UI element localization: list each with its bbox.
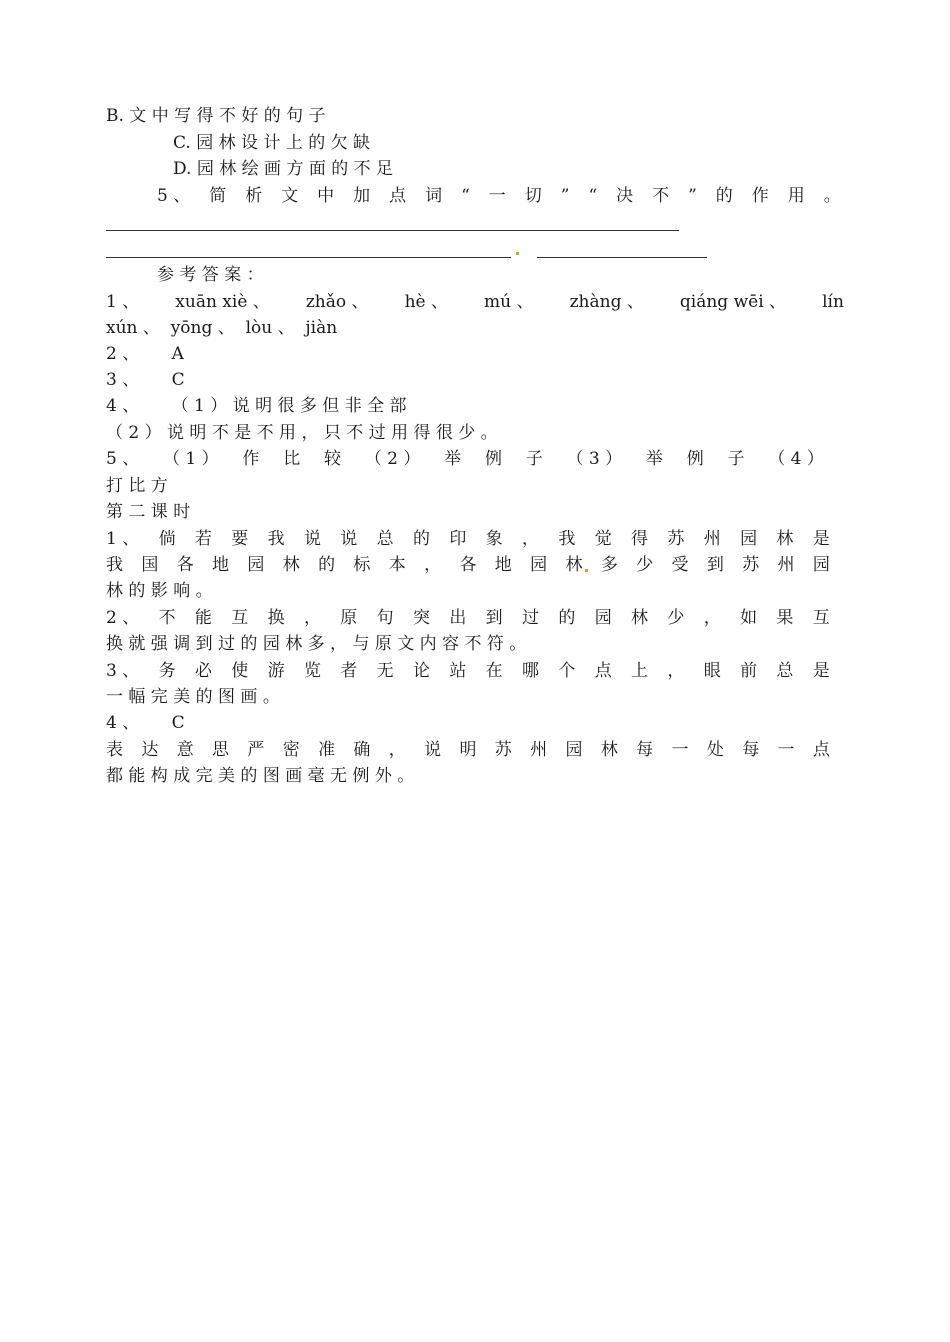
text-token: 举 [444, 449, 462, 469]
text-token: 密 [282, 740, 300, 760]
lesson-2-answer-4-explanation-line-2: 都 能 构 成 完 美 的 图 画 毫 无 例 外 。 [106, 766, 415, 786]
text-token: 严 [247, 740, 265, 760]
text-token: 哪 [522, 661, 540, 681]
answer-blank-line-1 [106, 230, 679, 231]
text-token: 达 [141, 740, 159, 760]
text-token: 林 [631, 608, 649, 628]
text-token: 一 [488, 186, 506, 206]
text-token: 国 [141, 555, 159, 575]
text-token: 要 [231, 529, 249, 549]
text-token: “ [461, 186, 470, 206]
text-token: 意 [176, 740, 194, 760]
text-token: 地 [494, 555, 512, 575]
text-token: 多 [600, 555, 618, 575]
text-token: 林 [776, 529, 794, 549]
text-token: 子 [727, 449, 745, 469]
text-token: 园 [594, 608, 612, 628]
answer-4-line-2: （ 2 ） 说 明 不 是 不 用 ， 只 不 过 用 得 很 少 。 [106, 423, 498, 443]
text-token: 苏 [494, 740, 512, 760]
text-token: 句 [376, 608, 394, 628]
text-token: 用 [787, 186, 805, 206]
text-token: 少 [667, 608, 685, 628]
text-token: 个 [558, 661, 576, 681]
text-token: 能 [194, 608, 212, 628]
text-token: 确 [353, 740, 371, 760]
text-token: mú 、 [484, 292, 534, 312]
text-token: 说 [340, 529, 358, 549]
text-token: 的 [412, 529, 430, 549]
text-token: 表 [106, 740, 123, 760]
text-token: 子 [525, 449, 543, 469]
text-token: 觉 [594, 529, 612, 549]
text-token: 倘 [158, 529, 176, 549]
text-token: 者 [340, 661, 358, 681]
text-token: 1 、 [106, 529, 140, 549]
text-token: 务 [158, 661, 176, 681]
answer-blank-line-2b [537, 257, 707, 258]
option-b: B. 文 中 写 得 不 好 的 句 子 [106, 106, 326, 126]
text-token: 明 [459, 740, 477, 760]
text-token: 上 [631, 661, 649, 681]
text-token: 说 [424, 740, 442, 760]
text-token: 点 [389, 186, 407, 206]
text-token: 点 [812, 740, 830, 760]
text-token: qiáng wēi 、 [679, 292, 787, 312]
answers-title: 参 考 答 案 ： [157, 265, 264, 285]
text-token: 前 [740, 661, 758, 681]
text-token: 一 [777, 740, 795, 760]
text-token: 换 [267, 608, 285, 628]
text-token: 苏 [667, 529, 685, 549]
text-token: xuān xiè 、 [175, 292, 270, 312]
text-token: 览 [303, 661, 321, 681]
text-token: 象 [485, 529, 503, 549]
text-token: 州 [703, 529, 721, 549]
lesson-2-answer-3-line-2: 一 幅 完 美 的 图 画 。 [106, 687, 280, 707]
text-token: 互 [812, 608, 830, 628]
text-token: 作 [242, 449, 260, 469]
text-token: 园 [812, 555, 830, 575]
text-token: 思 [212, 740, 230, 760]
text-token: 每 [636, 740, 654, 760]
text-token: 2 、 [106, 608, 140, 628]
text-token: 眼 [703, 661, 721, 681]
text-token: 林 [600, 740, 618, 760]
text-token: ， [522, 529, 540, 549]
answer-1-line-1 [106, 292, 844, 312]
text-token: 是 [812, 661, 830, 681]
text-token: 各 [176, 555, 194, 575]
emphasis-dot [585, 569, 588, 572]
text-token: 词 [425, 186, 443, 206]
lesson-2-answer-1-line-2 [106, 555, 830, 575]
text-token: 比 [283, 449, 301, 469]
text-token: 互 [231, 608, 249, 628]
text-token: 例 [484, 449, 502, 469]
text-token: 地 [212, 555, 230, 575]
text-token: ， [303, 608, 321, 628]
text-token: lín [822, 292, 844, 312]
lesson-2-answer-3-line-1 [106, 661, 830, 681]
text-token: 论 [412, 661, 430, 681]
text-token: 不 [652, 186, 670, 206]
text-token: 站 [449, 661, 467, 681]
text-token: 文 [281, 186, 299, 206]
text-token: ， [388, 740, 406, 760]
text-token: 决 [616, 186, 634, 206]
lesson-2-title: 第 二 课 时 [106, 502, 191, 522]
text-token: 加 [353, 186, 371, 206]
text-token: 必 [194, 661, 212, 681]
emphasis-dot [516, 252, 519, 255]
text-token: 简 [209, 186, 227, 206]
text-token: 点 [594, 661, 612, 681]
answer-2: 2 、 A [106, 344, 184, 364]
text-token: 在 [485, 661, 503, 681]
text-token: 过 [522, 608, 540, 628]
text-token: 得 [631, 529, 649, 549]
text-token: 林 [282, 555, 300, 575]
text-token: 无 [376, 661, 394, 681]
text-token: 3 、 [106, 661, 140, 681]
text-token: 印 [449, 529, 467, 549]
text-token: 每 [742, 740, 760, 760]
text-token: 标 [353, 555, 371, 575]
answer-5-line-2: 打 比 方 [106, 476, 168, 496]
text-token: 游 [267, 661, 285, 681]
text-token: 总 [376, 529, 394, 549]
text-token: 举 [645, 449, 663, 469]
text-token: 突 [412, 608, 430, 628]
text-token: hè 、 [404, 292, 448, 312]
text-token: 准 [318, 740, 336, 760]
text-token: 州 [530, 740, 548, 760]
text-token: 说 [303, 529, 321, 549]
text-token: 林 [565, 555, 583, 575]
text-token: 原 [340, 608, 358, 628]
text-token: 析 [245, 186, 263, 206]
answer-1-line-2: xún 、 yōng 、 lòu 、 jiàn [106, 318, 338, 338]
text-token: 。 [823, 186, 841, 206]
text-token: 切 [524, 186, 542, 206]
text-token: （ 4 ） [768, 449, 824, 469]
answer-5-line-1 [106, 449, 824, 469]
text-token: 园 [565, 740, 583, 760]
text-token: ， [424, 555, 442, 575]
answer-4-line-1: 4 、 （ 1 ） 说 明 很 多 但 非 全 部 [106, 396, 407, 416]
text-token: 我 [558, 529, 576, 549]
text-token: 州 [777, 555, 795, 575]
lesson-2-answer-1-line-1 [106, 529, 830, 549]
text-token: 的 [318, 555, 336, 575]
option-c: C. 园 林 设 计 上 的 欠 缺 [173, 133, 371, 153]
text-token: 不 [158, 608, 176, 628]
text-token: 处 [706, 740, 724, 760]
text-token: 作 [751, 186, 769, 206]
text-token: 1 、 [106, 292, 140, 312]
text-token: ， [667, 661, 685, 681]
text-token: 使 [231, 661, 249, 681]
text-token: 例 [686, 449, 704, 469]
text-token: 总 [776, 661, 794, 681]
text-token: 如 [740, 608, 758, 628]
text-token: 各 [459, 555, 477, 575]
lesson-2-answer-4-explanation-line-1 [106, 740, 830, 760]
text-token: 少 [636, 555, 654, 575]
text-token: ” [560, 186, 570, 206]
text-token: 受 [671, 555, 689, 575]
text-token: 到 [485, 608, 503, 628]
lesson-2-answer-2-line-1 [106, 608, 830, 628]
answer-3: 3 、 C [106, 370, 185, 390]
text-token: 出 [449, 608, 467, 628]
text-token: （ 3 ） [566, 449, 623, 469]
text-token: 到 [706, 555, 724, 575]
text-token: 我 [106, 555, 123, 575]
text-token: 5 、 [157, 186, 191, 206]
text-token: 我 [267, 529, 285, 549]
text-token: 园 [740, 529, 758, 549]
text-token: 的 [558, 608, 576, 628]
text-token: ” [688, 186, 697, 206]
text-token: 是 [812, 529, 830, 549]
lesson-2-answer-1-line-3: 林 的 影 响 。 [106, 581, 213, 601]
text-token: “ [588, 186, 598, 206]
text-token: 园 [530, 555, 548, 575]
lesson-2-answer-4: 4 、 C [106, 713, 185, 733]
lesson-2-answer-2-line-2: 换 就 强 调 到 过 的 园 林 多 ， 与 原 文 内 容 不 符 。 [106, 634, 527, 654]
option-d: D. 园 林 绘 画 方 面 的 不 足 [173, 159, 394, 179]
text-token: （ 1 ） [163, 449, 219, 469]
text-token: 本 [388, 555, 406, 575]
text-token: 5 、 [106, 449, 140, 469]
text-token: 较 [323, 449, 341, 469]
text-token: 一 [671, 740, 689, 760]
text-token: 苏 [742, 555, 760, 575]
text-token: 果 [776, 608, 794, 628]
text-token: zhàng 、 [569, 292, 644, 312]
question-5 [157, 186, 841, 206]
answer-blank-line-2a [106, 257, 511, 258]
text-token: 中 [317, 186, 335, 206]
text-token: zhǎo 、 [305, 292, 369, 312]
text-token: ， [703, 608, 721, 628]
text-token: （ 2 ） [364, 449, 421, 469]
text-token: 园 [247, 555, 265, 575]
text-token: 若 [194, 529, 212, 549]
text-token: 的 [715, 186, 733, 206]
